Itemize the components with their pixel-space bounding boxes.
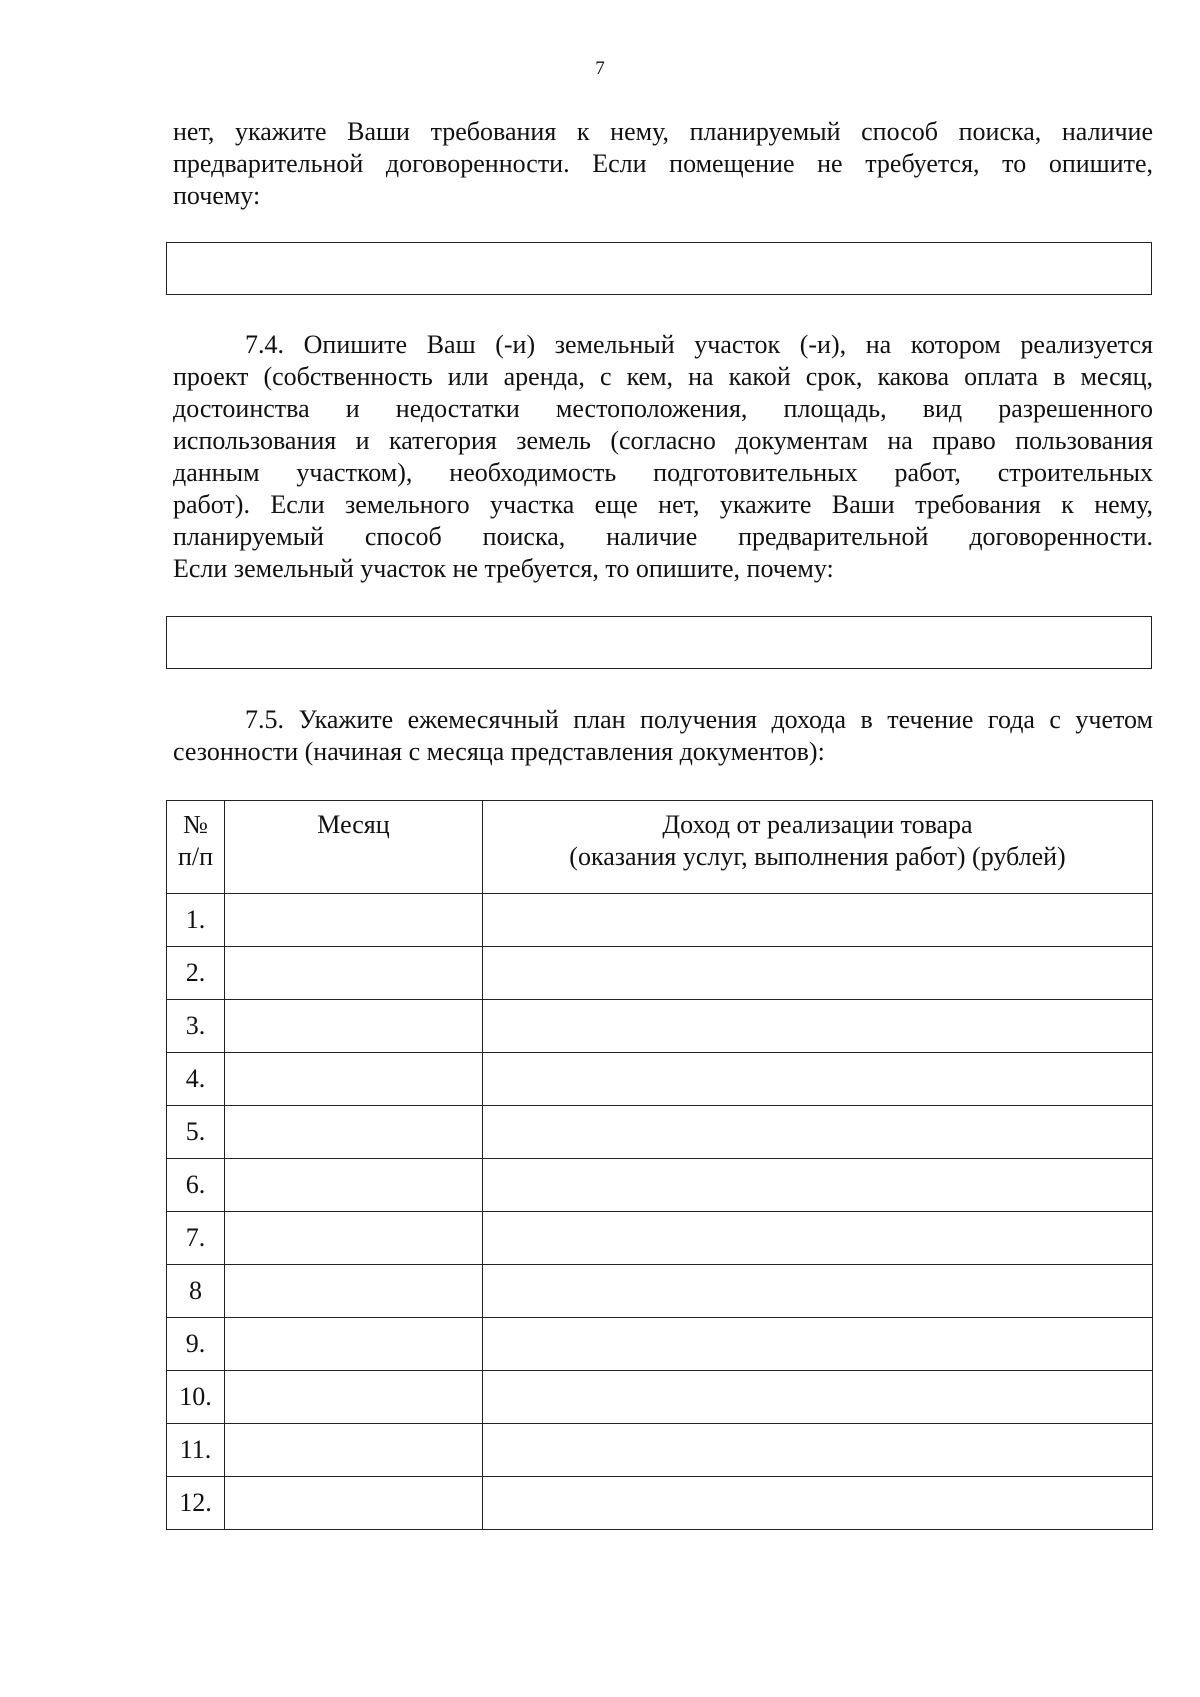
month-cell[interactable] xyxy=(225,1053,483,1106)
row-number-cell: 11. xyxy=(167,1424,225,1477)
month-cell[interactable] xyxy=(225,1477,483,1530)
paragraph-line: 7.4. Опишите Ваш (-и) земельный участок (-и), на котором реализуется xyxy=(245,330,1153,359)
row-number-cell: 5. xyxy=(167,1106,225,1159)
paragraph-line: планируемый способ поиска, наличие предварительной договоренности. xyxy=(173,522,1153,551)
table-row xyxy=(167,1106,1153,1159)
table-row xyxy=(167,1371,1153,1424)
section-7-4-paragraph xyxy=(173,329,1153,585)
month-cell[interactable] xyxy=(225,1371,483,1424)
month-cell[interactable] xyxy=(225,1000,483,1053)
month-cell[interactable] xyxy=(225,947,483,1000)
income-cell[interactable] xyxy=(483,1000,1153,1053)
row-number-cell: 8 xyxy=(167,1265,225,1318)
table-row xyxy=(167,947,1153,1000)
income-cell[interactable] xyxy=(483,894,1153,947)
column-header-month: Месяц xyxy=(225,801,483,894)
income-cell[interactable] xyxy=(483,1371,1153,1424)
row-number-cell: 1. xyxy=(167,894,225,947)
table-row xyxy=(167,1265,1153,1318)
paragraph-line: почему: xyxy=(173,181,261,210)
table-row xyxy=(167,1318,1153,1371)
row-number-cell: 7. xyxy=(167,1212,225,1265)
income-cell[interactable] xyxy=(483,1318,1153,1371)
income-cell[interactable] xyxy=(483,1477,1153,1530)
table-body xyxy=(167,894,1153,1530)
table-row xyxy=(167,1212,1153,1265)
paragraph-line: 7.5. Укажите ежемесячный план получения дохода в течение года с учетом xyxy=(245,705,1153,734)
income-cell[interactable] xyxy=(483,1212,1153,1265)
row-number-cell: 6. xyxy=(167,1159,225,1212)
income-cell[interactable] xyxy=(483,1053,1153,1106)
table-row xyxy=(167,1000,1153,1053)
table-header-row xyxy=(167,801,1153,894)
paragraph-line: использования и категория земель (согласно документам на право пользования xyxy=(173,426,1153,455)
table-row xyxy=(167,1424,1153,1477)
row-number-cell: 9. xyxy=(167,1318,225,1371)
month-cell[interactable] xyxy=(225,1106,483,1159)
row-number-cell: 3. xyxy=(167,1000,225,1053)
table-row xyxy=(167,894,1153,947)
income-cell[interactable] xyxy=(483,1106,1153,1159)
paragraph-line: Если земельный участок не требуется, то опишите, почему: xyxy=(173,554,834,583)
month-cell[interactable] xyxy=(225,1212,483,1265)
section-7-3-paragraph xyxy=(173,116,1153,212)
paragraph-line: нет, укажите Ваши требования к нему, планируемый способ поиска, наличие xyxy=(173,117,1153,146)
paragraph-line: работ). Если земельного участка еще нет, укажите Ваши требования к нему, xyxy=(173,490,1153,519)
monthly-income-table xyxy=(166,800,1153,1530)
row-number-cell: 12. xyxy=(167,1477,225,1530)
income-cell[interactable] xyxy=(483,1159,1153,1212)
land-plot-answer-field[interactable] xyxy=(166,616,1152,669)
income-cell[interactable] xyxy=(483,1265,1153,1318)
income-cell[interactable] xyxy=(483,947,1153,1000)
paragraph-line: проект (собственность или аренда, с кем, на какой срок, какова оплата в месяц, xyxy=(173,362,1153,391)
column-header-income: Доход от реализации товара (оказания услуг, выполнения работ) (рублей) xyxy=(483,801,1153,894)
table-row xyxy=(167,1159,1153,1212)
column-header-number: № п/п xyxy=(167,801,225,894)
paragraph-line: предварительной договоренности. Если помещение не требуется, то опишите, xyxy=(173,149,1153,178)
section-7-5-paragraph xyxy=(173,704,1153,768)
row-number-cell: 4. xyxy=(167,1053,225,1106)
row-number-cell: 2. xyxy=(167,947,225,1000)
table-row xyxy=(167,1477,1153,1530)
income-cell[interactable] xyxy=(483,1424,1153,1477)
premises-answer-field[interactable] xyxy=(166,242,1152,295)
month-cell[interactable] xyxy=(225,1318,483,1371)
paragraph-line: достоинства и недостатки местоположения, площадь, вид разрешенного xyxy=(173,394,1153,423)
paragraph-line: сезонности (начиная с месяца представления документов): xyxy=(173,737,825,766)
month-cell[interactable] xyxy=(225,1424,483,1477)
month-cell[interactable] xyxy=(225,894,483,947)
row-number-cell: 10. xyxy=(167,1371,225,1424)
page-number: 7 xyxy=(595,58,605,79)
month-cell[interactable] xyxy=(225,1265,483,1318)
month-cell[interactable] xyxy=(225,1159,483,1212)
paragraph-line: данным участком), необходимость подготовительных работ, строительных xyxy=(173,458,1153,487)
table-row xyxy=(167,1053,1153,1106)
